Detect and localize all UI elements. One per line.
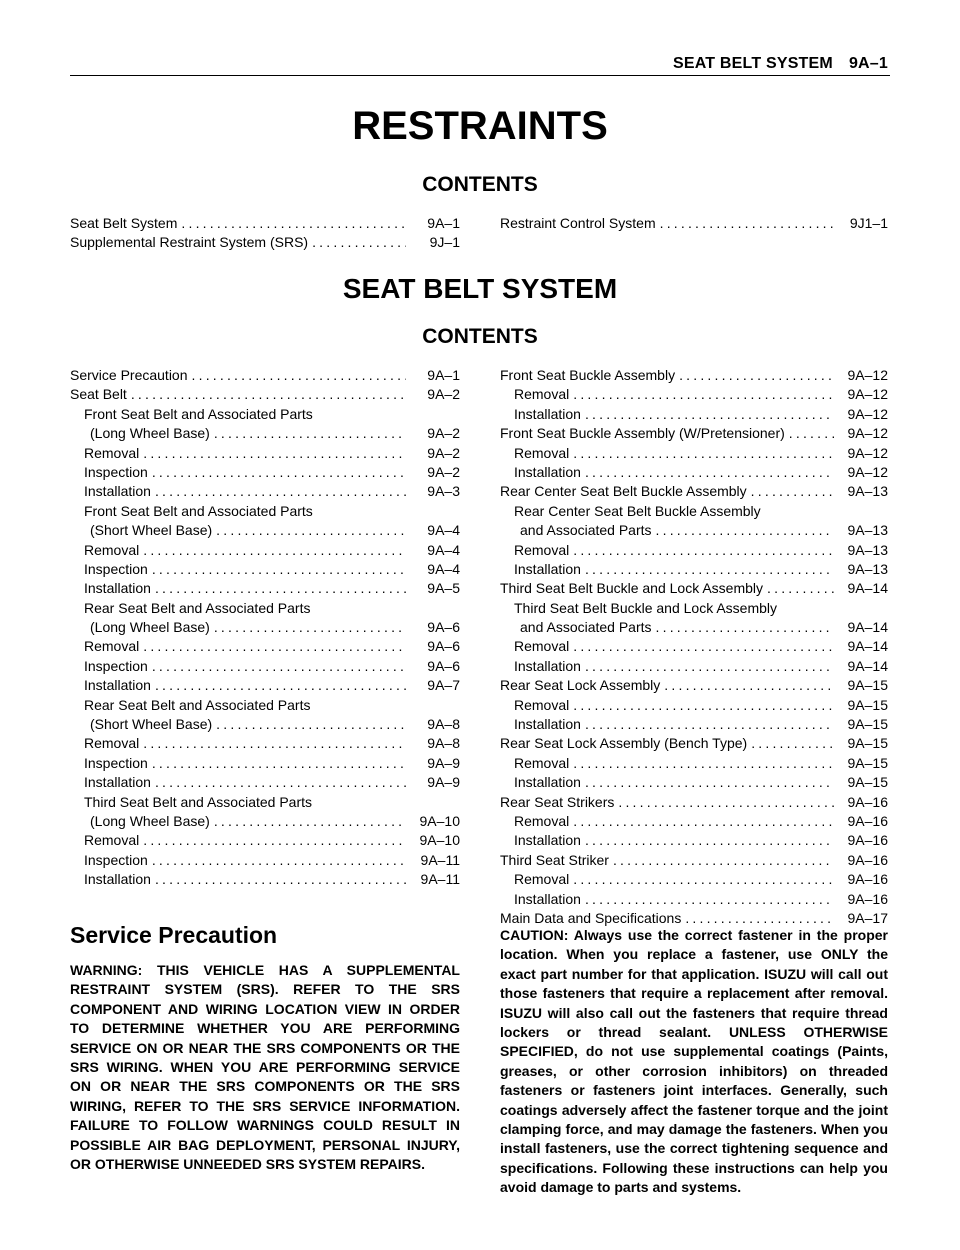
- toc-leader-dots: [214, 812, 406, 831]
- toc-entry-label: Inspection: [84, 851, 148, 868]
- toc-entry[interactable]: [70, 541, 460, 560]
- toc-entry-label: (Long Wheel Base): [90, 812, 210, 829]
- toc-entry-label: and Associated Parts: [520, 619, 652, 636]
- toc-entry[interactable]: [70, 521, 460, 540]
- toc-leader-dots: [312, 233, 406, 252]
- toc-entry[interactable]: [70, 851, 460, 870]
- toc-entry[interactable]: [70, 870, 460, 889]
- toc-leader-dots: [143, 831, 406, 850]
- toc-entry-label: Installation: [84, 483, 151, 500]
- toc-leader-dots: [751, 482, 834, 501]
- toc-entry-label: Installation: [514, 405, 581, 422]
- toc-entry[interactable]: [500, 870, 888, 889]
- toc-leader-dots: [216, 715, 406, 734]
- toc-entry-label: Inspection: [84, 560, 148, 577]
- toc-entry[interactable]: [500, 214, 888, 233]
- seat-belt-toc-left: [70, 366, 460, 890]
- toc-entry-page: 9A–16: [847, 812, 888, 829]
- toc-entry-label: Restraint Control System: [500, 215, 656, 231]
- toc-entry-label: Installation: [84, 871, 151, 888]
- toc-entry-page: 9A–1: [427, 215, 460, 231]
- toc-entry-page: 9A–12: [847, 463, 888, 480]
- toc-entry-page: 9A–2: [427, 386, 460, 403]
- toc-leader-dots: [573, 385, 834, 404]
- toc-entry-label: Installation: [514, 832, 581, 849]
- toc-entry-page: 9A–10: [419, 832, 460, 849]
- toc-entry-label: (Long Wheel Base): [90, 619, 210, 636]
- toc-entry[interactable]: [500, 657, 888, 676]
- toc-leader-dots: [214, 424, 406, 443]
- toc-entry-label: (Long Wheel Base): [90, 425, 210, 442]
- toc-entry[interactable]: [70, 599, 460, 618]
- toc-entry[interactable]: [500, 773, 888, 792]
- header-section-title: SEAT BELT SYSTEM: [672, 55, 833, 72]
- toc-entry[interactable]: [70, 482, 460, 501]
- toc-entry-page: 9A–12: [847, 367, 888, 383]
- toc-entry-page: 9A–15: [847, 696, 888, 713]
- toc-entry-page: 9A–16: [847, 871, 888, 888]
- toc-entry-page: 9A–2: [427, 425, 460, 442]
- toc-entry-page: 9A–17: [847, 909, 888, 926]
- toc-leader-dots: [131, 385, 406, 404]
- seat-belt-toc-right: [500, 366, 888, 928]
- toc-entry-label: Removal: [514, 696, 570, 713]
- toc-leader-dots: [573, 754, 834, 773]
- toc-entry[interactable]: [500, 851, 888, 870]
- toc-entry-label: Rear Seat Lock Assembly (Bench Type): [500, 735, 748, 752]
- toc-entry[interactable]: [500, 831, 888, 850]
- toc-entry-page: 9A–15: [847, 716, 888, 733]
- toc-leader-dots: [585, 715, 834, 734]
- toc-entry-page: 9A–10: [419, 812, 460, 829]
- toc-leader-dots: [573, 444, 834, 463]
- toc-entry-label: Removal: [84, 735, 140, 752]
- toc-entry[interactable]: [70, 502, 460, 521]
- toc-entry-label: Seat Belt System: [70, 215, 178, 231]
- toc-entry-label: Removal: [514, 812, 570, 829]
- toc-entry[interactable]: [70, 812, 460, 831]
- toc-entry[interactable]: [500, 618, 888, 637]
- toc-entry-label: Removal: [84, 638, 140, 655]
- toc-leader-dots: [585, 657, 834, 676]
- toc-entry[interactable]: [500, 793, 888, 812]
- toc-entry[interactable]: [70, 831, 460, 850]
- toc-entry-page: 9A–2: [427, 444, 460, 461]
- toc-entry-label: Rear Center Seat Belt Buckle Assembly: [500, 483, 747, 500]
- toc-entry[interactable]: [500, 754, 888, 773]
- toc-entry-page: 9A–4: [427, 541, 460, 558]
- toc-entry-label: Removal: [514, 541, 570, 558]
- toc-entry[interactable]: [500, 385, 888, 404]
- toc-entry-label: Installation: [84, 774, 151, 791]
- toc-leader-dots: [143, 541, 406, 560]
- toc-entry[interactable]: [70, 773, 460, 792]
- toc-entry-page: 9A–8: [427, 716, 460, 733]
- toc-entry-page: 9A–16: [847, 793, 888, 810]
- toc-entry[interactable]: [70, 793, 460, 812]
- toc-entry[interactable]: [70, 560, 460, 579]
- toc-leader-dots: [143, 444, 406, 463]
- toc-entry-page: 9A–4: [427, 522, 460, 539]
- toc-entry-label: Removal: [84, 541, 140, 558]
- toc-entry-label: (Short Wheel Base): [90, 522, 213, 539]
- toc-entry-label: Service Precaution: [70, 367, 188, 383]
- toc-leader-dots: [618, 793, 834, 812]
- restraints-toc-left: [70, 214, 460, 253]
- toc-entry-page: 9A–12: [847, 405, 888, 422]
- toc-entry-label: Third Seat Belt Buckle and Lock Assembly: [500, 580, 764, 597]
- toc-leader-dots: [152, 754, 406, 773]
- toc-entry[interactable]: [70, 463, 460, 482]
- toc-entry-page: 9A–16: [847, 890, 888, 907]
- toc-leader-dots: [664, 676, 834, 695]
- toc-leader-dots: [573, 637, 834, 656]
- toc-leader-dots: [585, 773, 834, 792]
- toc-entry-page: 9A–13: [847, 483, 888, 500]
- toc-entry[interactable]: [70, 676, 460, 695]
- toc-entry[interactable]: [70, 405, 460, 424]
- section-title: SEAT BELT SYSTEM: [342, 273, 618, 304]
- toc-entry-page: 9A–15: [847, 735, 888, 752]
- toc-entry-label: Installation: [514, 716, 581, 733]
- toc-entry-label: Rear Seat Belt and Associated Parts: [84, 696, 311, 713]
- toc-entry-page: 9A–15: [847, 677, 888, 694]
- toc-leader-dots: [152, 657, 406, 676]
- toc-entry-label: Installation: [84, 580, 151, 597]
- toc-leader-dots: [585, 405, 834, 424]
- toc-leader-dots: [152, 463, 406, 482]
- toc-entry-label: Front Seat Buckle Assembly: [500, 367, 676, 383]
- toc-entry[interactable]: [500, 734, 888, 753]
- toc-entry-label: Removal: [514, 871, 570, 888]
- toc-entry[interactable]: [500, 890, 888, 909]
- toc-entry[interactable]: [500, 715, 888, 734]
- toc-leader-dots: [585, 463, 834, 482]
- toc-leader-dots: [216, 521, 406, 540]
- toc-entry-page: 9A–15: [847, 774, 888, 791]
- toc-entry-label: Removal: [514, 444, 570, 461]
- toc-entry-page: 9A–13: [847, 541, 888, 558]
- toc-entry-page: 9A–14: [847, 580, 888, 597]
- toc-leader-dots: [767, 579, 834, 598]
- toc-entry-label: Removal: [514, 754, 570, 771]
- toc-entry-page: 9A–13: [847, 560, 888, 577]
- toc-leader-dots: [152, 851, 406, 870]
- toc-entry-label: Installation: [514, 657, 581, 674]
- toc-entry-label: Rear Center Seat Belt Buckle Assembly: [514, 502, 761, 519]
- toc-entry-label: Installation: [514, 560, 581, 577]
- toc-entry-label: and Associated Parts: [520, 522, 652, 539]
- toc-leader-dots: [155, 579, 406, 598]
- toc-entry-label: Removal: [84, 832, 140, 849]
- toc-entry[interactable]: [70, 385, 460, 404]
- toc-entry-page: 9J–1: [429, 234, 460, 251]
- section-contents-heading: CONTENTS: [422, 325, 538, 348]
- toc-leader-dots: [214, 618, 406, 637]
- toc-entry[interactable]: [500, 463, 888, 482]
- toc-entry[interactable]: [500, 424, 888, 443]
- toc-entry[interactable]: [70, 696, 460, 715]
- toc-entry-label: Rear Seat Strikers: [500, 793, 615, 810]
- toc-leader-dots: [613, 851, 834, 870]
- toc-leader-dots: [585, 831, 834, 850]
- toc-entry-label: Rear Seat Belt and Associated Parts: [84, 599, 311, 616]
- toc-entry[interactable]: [500, 676, 888, 695]
- toc-entry-page: 9A–4: [427, 560, 460, 577]
- toc-entry[interactable]: [500, 599, 888, 618]
- toc-entry[interactable]: [70, 637, 460, 656]
- toc-entry-label: Removal: [514, 386, 570, 403]
- toc-entry-page: 9A–13: [847, 522, 888, 539]
- toc-entry-label: Third Seat Striker: [500, 851, 609, 868]
- toc-entry-page: 9A–9: [427, 774, 460, 791]
- toc-entry-label: Third Seat Belt Buckle and Lock Assembly: [514, 599, 778, 616]
- toc-entry-page: 9A–16: [847, 832, 888, 849]
- toc-entry-page: 9A–5: [427, 580, 460, 597]
- toc-leader-dots: [155, 676, 406, 695]
- toc-entry[interactable]: [70, 214, 460, 233]
- toc-entry-label: Installation: [514, 463, 581, 480]
- toc-leader-dots: [656, 521, 834, 540]
- toc-entry[interactable]: [500, 696, 888, 715]
- toc-entry-label: (Short Wheel Base): [90, 716, 213, 733]
- toc-entry-label: Main Data and Specifications: [500, 909, 682, 926]
- toc-leader-dots: [143, 637, 406, 656]
- toc-entry-page: 9A–14: [847, 638, 888, 655]
- toc-entry-page: 9A–12: [847, 425, 888, 442]
- toc-entry[interactable]: [70, 366, 460, 385]
- toc-entry-page: 9A–6: [427, 657, 460, 674]
- toc-entry[interactable]: [500, 502, 888, 521]
- toc-entry-label: Rear Seat Lock Assembly: [500, 677, 661, 694]
- warning-paragraph: WARNING: THIS VEHICLE HAS A SUPPLEMENTAL RESTRAINT SYSTEM (SRS). REFER TO THE SRS COMPONENT AND WIRING LOCATION VIEW IN ORDER TO DETERMINE WHETHER YOU ARE PERFORMING SERVICE ON OR NEAR THE SRS COMPONENTS OR THE SRS WIRING. WHEN YOU ARE PERFORMING SERVICE ON OR NEAR THE SRS COMPONENTS OR THE SRS WIRING, REFER TO THE SRS SERVICE INFORMATION. FAILURE TO FOLLOW WARNINGS COULD RESULT IN POSSIBLE AIR BAG DEPLOYMENT, PERSONAL INJURY, OR OTHERWISE UNNEEDED SRS SYSTEM REPAIRS.: [70, 962, 460, 1173]
- toc-leader-dots: [585, 890, 834, 909]
- toc-leader-dots: [573, 812, 834, 831]
- toc-leader-dots: [656, 618, 834, 637]
- toc-leader-dots: [181, 214, 406, 233]
- toc-entry-label: Inspection: [84, 463, 148, 480]
- toc-leader-dots: [155, 870, 406, 889]
- service-precaution-heading: Service Precaution: [70, 922, 278, 948]
- caution-paragraph: CAUTION: Always use the correct fastener in the proper location. When you replace a fastener, use ONLY the exact part number for that application. ISUZU will call out those fasteners that require a replacement after removal. ISUZU will also call out the fasteners that require thread lockers or thread sealant. UNLESS OTHERWISE SPECIFIED, do not use supplemental coatings (Paints, greases, or other corrosion inhibitors) on threaded fasteners or fasteners joint interfaces. Generally, such coatings adversely affect the fastener torque and the joint clamping force, and may damage the fasteners. When you install fasteners, use the correct tightening sequence and specifications. Following these instructions can help you avoid damage to parts and systems.: [500, 927, 888, 1196]
- toc-leader-dots: [660, 214, 834, 233]
- toc-leader-dots: [573, 870, 834, 889]
- toc-entry[interactable]: [500, 366, 888, 385]
- toc-entry-page: 9A–12: [847, 386, 888, 403]
- toc-entry[interactable]: [70, 444, 460, 463]
- header-page-number: 9A–1: [848, 55, 888, 72]
- toc-leader-dots: [143, 734, 406, 753]
- toc-entry[interactable]: [70, 754, 460, 773]
- toc-leader-dots: [155, 773, 406, 792]
- toc-entry-page: 9A–3: [427, 483, 460, 500]
- toc-entry-label: Inspection: [84, 657, 148, 674]
- toc-entry[interactable]: [70, 424, 460, 443]
- toc-entry-page: 9A–8: [427, 735, 460, 752]
- toc-entry-label: Front Seat Belt and Associated Parts: [84, 405, 313, 422]
- toc-entry[interactable]: [500, 541, 888, 560]
- toc-entry[interactable]: [70, 233, 460, 252]
- toc-leader-dots: [751, 734, 834, 753]
- page-header: [673, 55, 888, 73]
- toc-entry-label: Installation: [84, 677, 151, 694]
- toc-entry-label: Front Seat Buckle Assembly (W/Pretensioner): [500, 425, 785, 442]
- toc-leader-dots: [789, 424, 834, 443]
- toc-entry[interactable]: [500, 637, 888, 656]
- toc-leader-dots: [573, 696, 834, 715]
- toc-entry[interactable]: [500, 444, 888, 463]
- toc-leader-dots: [192, 366, 406, 385]
- toc-leader-dots: [573, 541, 834, 560]
- toc-entry-label: Inspection: [84, 754, 148, 771]
- toc-entry-page: 9A–11: [420, 871, 460, 888]
- toc-entry-page: 9A–14: [847, 619, 888, 636]
- toc-entry-page: 9A–14: [847, 657, 888, 674]
- restraints-toc-right: [500, 214, 888, 233]
- toc-entry[interactable]: [70, 579, 460, 598]
- toc-leader-dots: [152, 560, 406, 579]
- toc-entry-label: Seat Belt: [70, 386, 127, 403]
- toc-entry-page: 9A–12: [847, 444, 888, 461]
- toc-entry[interactable]: [500, 405, 888, 424]
- toc-entry-page: 9A–11: [420, 851, 460, 868]
- toc-entry-page: 9A–16: [847, 851, 888, 868]
- toc-entry-label: Supplemental Restraint System (SRS): [70, 234, 309, 251]
- toc-entry-label: Installation: [514, 890, 581, 907]
- toc-entry[interactable]: [70, 657, 460, 676]
- toc-entry-page: 9A–9: [427, 754, 460, 771]
- toc-entry-label: Installation: [514, 774, 581, 791]
- toc-entry[interactable]: [500, 482, 888, 501]
- toc-entry[interactable]: [500, 579, 888, 598]
- toc-entry-page: 9A–1: [427, 367, 460, 383]
- toc-entry-page: 9A–6: [427, 638, 460, 655]
- toc-entry[interactable]: [500, 560, 888, 579]
- toc-entry-page: 9A–7: [427, 677, 460, 694]
- toc-entry[interactable]: [500, 521, 888, 540]
- toc-entry[interactable]: [70, 734, 460, 753]
- toc-entry[interactable]: [70, 715, 460, 734]
- toc-entry-label: Removal: [514, 638, 570, 655]
- document-title: RESTRAINTS: [352, 104, 608, 148]
- toc-entry-label: Front Seat Belt and Associated Parts: [84, 502, 313, 519]
- toc-leader-dots: [679, 366, 834, 385]
- toc-entry-page: 9A–6: [427, 619, 460, 636]
- toc-entry[interactable]: [500, 812, 888, 831]
- contents-heading: CONTENTS: [422, 173, 538, 196]
- toc-entry-page: 9J1–1: [849, 215, 888, 231]
- toc-leader-dots: [585, 560, 834, 579]
- toc-leader-dots: [155, 482, 406, 501]
- toc-entry-page: 9A–2: [427, 463, 460, 480]
- header-rule: [70, 75, 890, 76]
- toc-entry-page: 9A–15: [847, 754, 888, 771]
- toc-entry[interactable]: [70, 618, 460, 637]
- toc-entry-label: Removal: [84, 444, 140, 461]
- toc-entry-label: Third Seat Belt and Associated Parts: [84, 793, 313, 810]
